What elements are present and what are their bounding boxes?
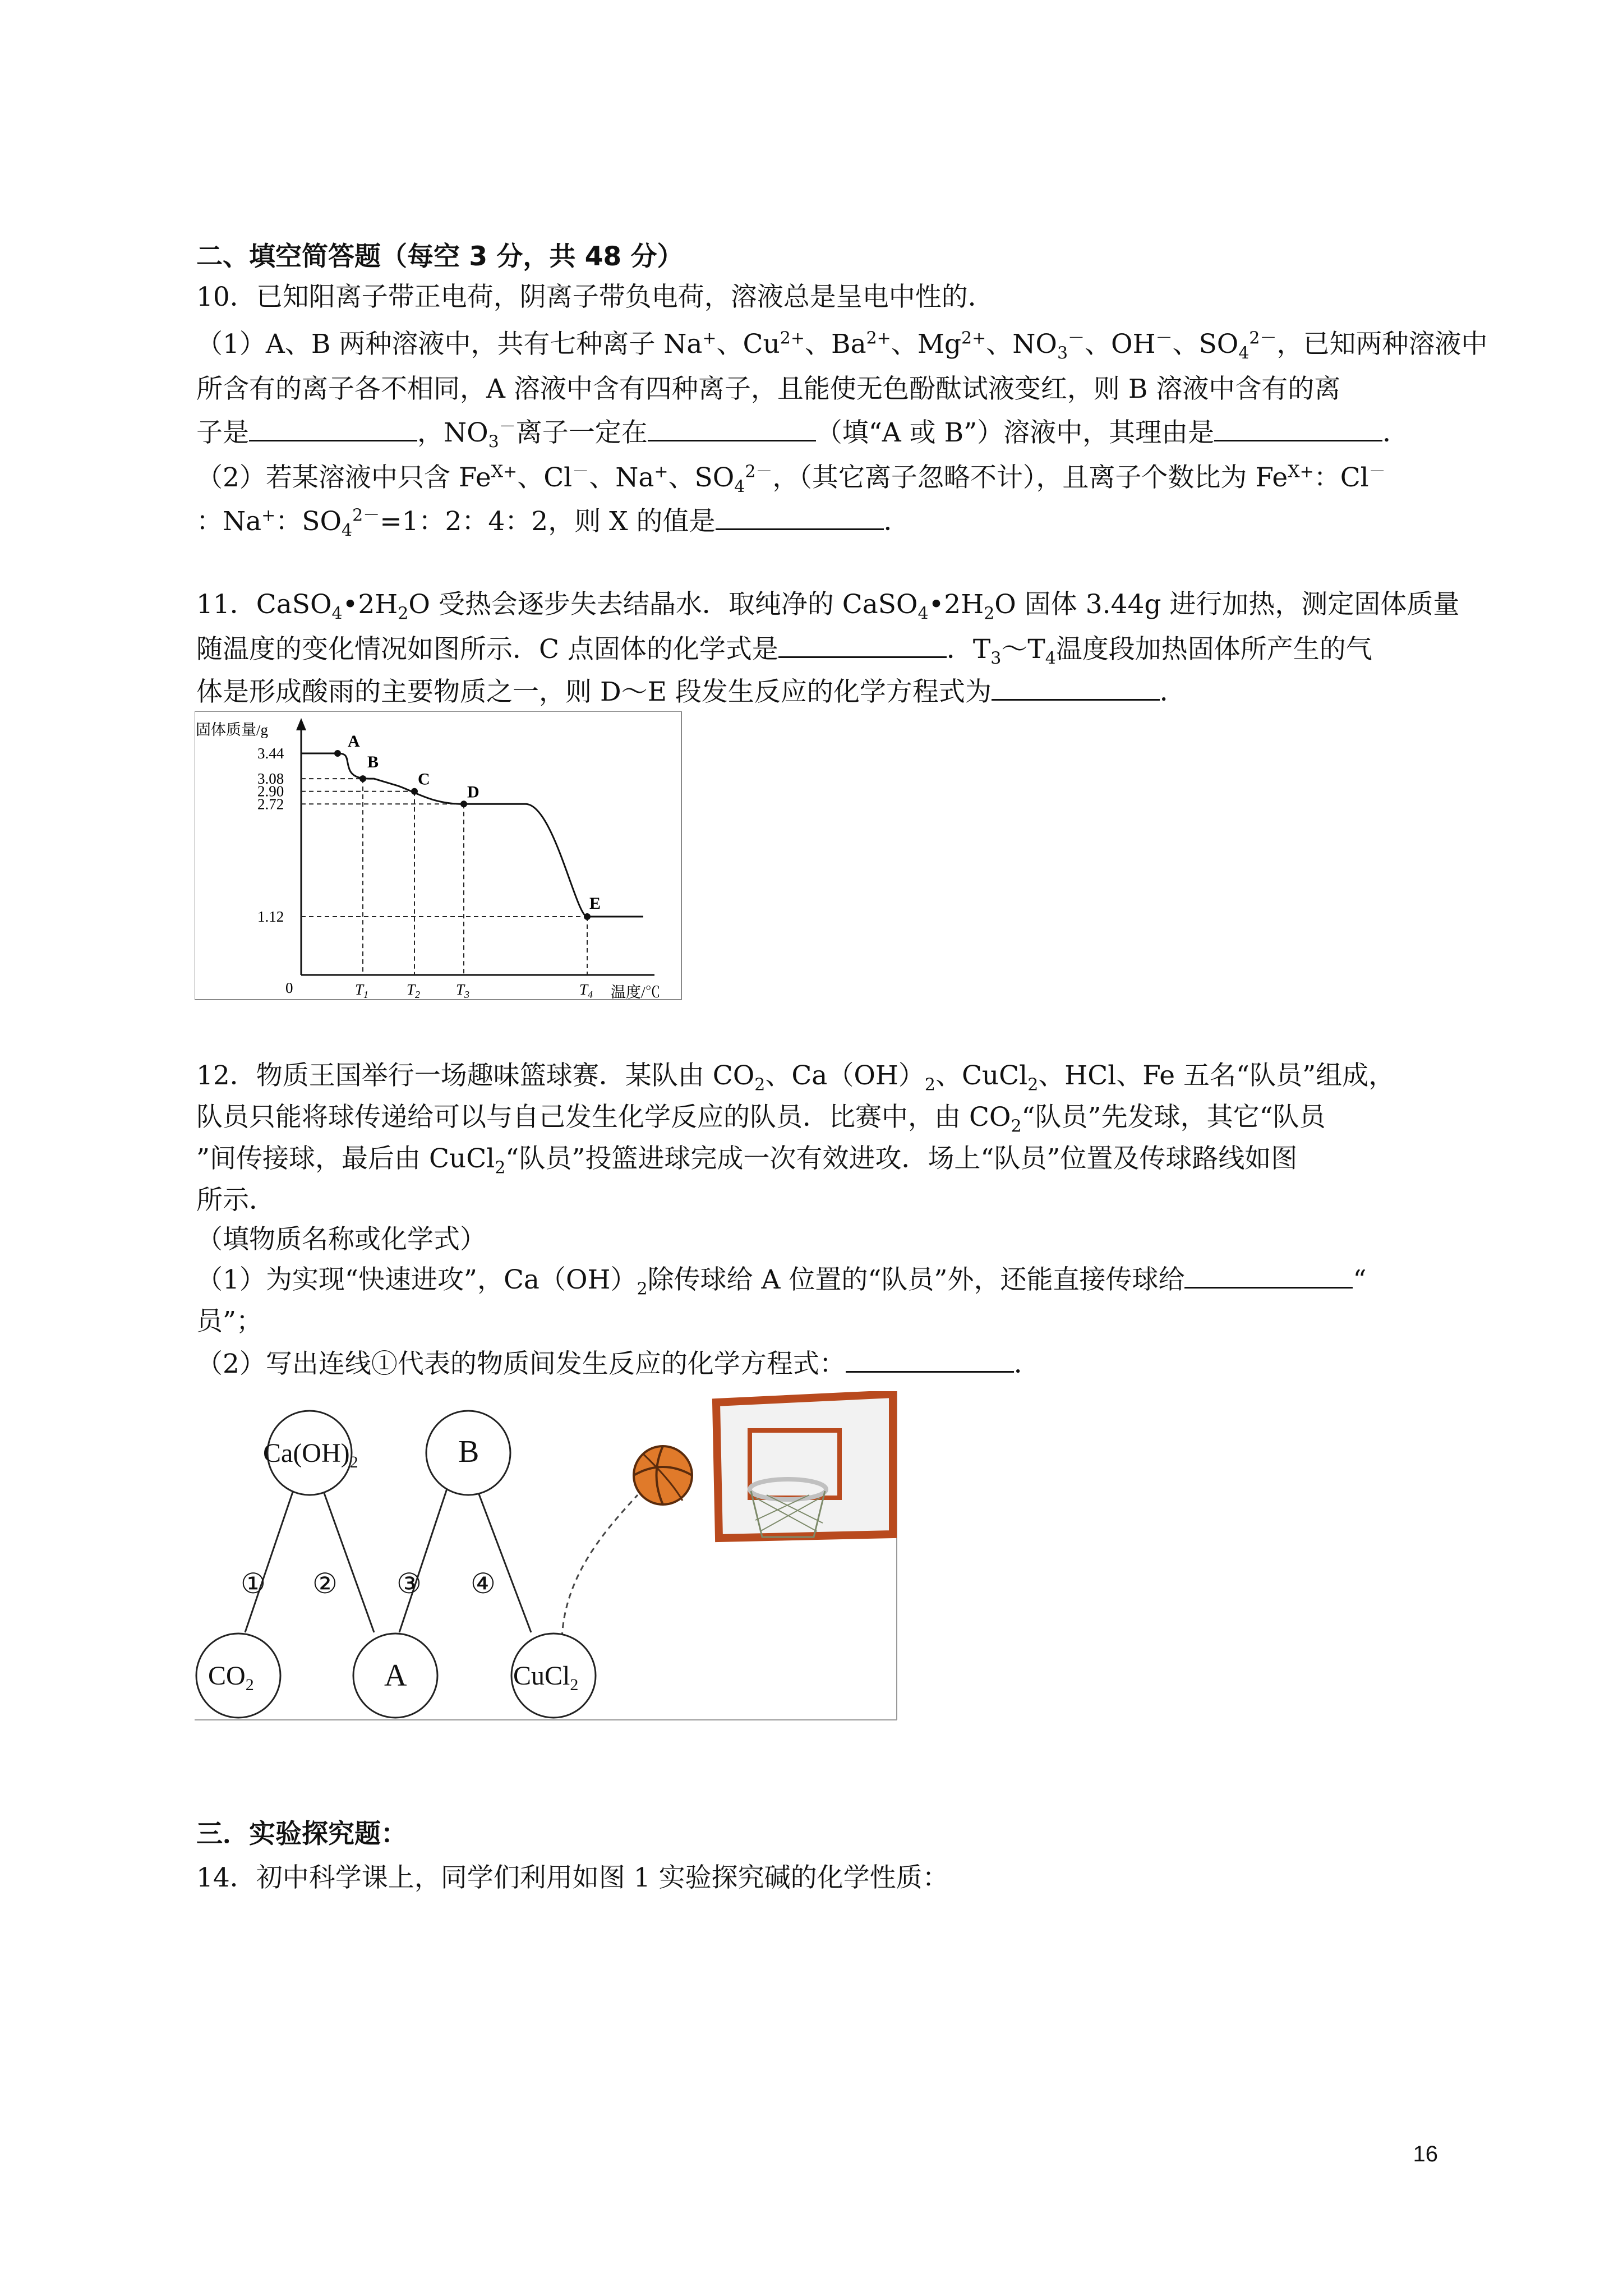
answer-blank[interactable] bbox=[1184, 1263, 1353, 1289]
y-tick-label: 2.72 bbox=[257, 795, 284, 813]
y-tick-label: 3.08 bbox=[257, 770, 284, 788]
cucl2-label: CuCl$_2$ bbox=[513, 1661, 579, 1694]
x-tick-label: $T_1$ bbox=[355, 981, 369, 1000]
section-heading: 三．实验探究题： bbox=[196, 1819, 407, 1849]
data-point-d bbox=[460, 800, 467, 807]
y-tick-label: 2.90 bbox=[257, 783, 284, 800]
b-label: B bbox=[458, 1434, 479, 1469]
q12-line3: ”间传接球，最后由 CuCl$_2$“队员”投篮进球完成一次有效进攻．场上“队员”位置及传球路线如图 bbox=[196, 1143, 1298, 1178]
basketball-icon bbox=[634, 1446, 692, 1504]
point-label-c: C bbox=[418, 770, 430, 789]
x-tick-label: $T_3$ bbox=[456, 981, 470, 1000]
data-point-b bbox=[359, 775, 366, 782]
q12-line6: （1）为实现“快速进攻”，$Ca(OH)_2$除传球给 A 位置的“队员”外，还能直接传球给 “ bbox=[196, 1264, 1367, 1299]
basketball-diagram bbox=[195, 1391, 901, 1722]
co2-label: $CO_2$ bbox=[208, 1661, 254, 1694]
caoh2-label: $Ca(OH)_2$ bbox=[263, 1438, 358, 1471]
point-label-e: E bbox=[589, 894, 601, 913]
q10-part1-line1: （1）A、B 两种溶液中，共有七种离子 Na+、$Cu^{2+}$、$Ba^{2+}$、$Mg^{2+}$、$NO_3^-$、OH－、$SO_4^{2-}$，已知两种溶液中 bbox=[196, 328, 1488, 364]
x-tick-label: $T_2$ bbox=[407, 981, 421, 1000]
q10-stem: 10．已知阳离子带正电荷，阴离子带负电荷，溶液总是呈电中性的． bbox=[196, 282, 994, 312]
data-point-e bbox=[584, 913, 591, 920]
q12-line7: 员”； bbox=[196, 1306, 263, 1337]
page-number: 16 bbox=[1413, 2142, 1438, 2166]
q12-line8: （2）写出连线①代表的物质间发生反应的化学方程式： ． bbox=[196, 1349, 1040, 1379]
answer-blank[interactable] bbox=[778, 633, 947, 658]
link-4-label: ④ bbox=[471, 1568, 496, 1599]
origin-label: 0 bbox=[285, 979, 293, 996]
link-2-label: ② bbox=[312, 1568, 338, 1599]
a-label: A bbox=[384, 1658, 407, 1693]
y-tick-label: 1.12 bbox=[257, 908, 284, 925]
point-label-b: B bbox=[367, 753, 379, 772]
q11-line3: 体是形成酸雨的主要物质之一，则 D～E 段发生反应的化学方程式为 ． bbox=[196, 677, 1186, 707]
link-3-label: ③ bbox=[396, 1568, 422, 1599]
q12-line2: 队员只能将球传递给可以与自己发生化学反应的队员．比赛中，由 $CO_2“$队员”先发球，其它“队员 bbox=[196, 1102, 1326, 1137]
answer-blank[interactable] bbox=[249, 416, 417, 441]
point-label-a: A bbox=[348, 732, 360, 751]
data-point-c bbox=[411, 788, 418, 795]
y-axis-label: 固体质量/g bbox=[196, 721, 269, 738]
y-axis-arrow bbox=[296, 718, 306, 730]
q12-line5: （填物质名称或化学式） bbox=[196, 1224, 486, 1255]
q14-stem: 14．初中科学课上，同学们利用如图 1 实验探究碱的化学性质： bbox=[196, 1862, 949, 1893]
section-heading: 二、填空简答题（每空 3 分，共 48 分） bbox=[196, 241, 684, 272]
answer-blank[interactable] bbox=[846, 1347, 1014, 1373]
series-line bbox=[301, 753, 643, 917]
answer-blank[interactable] bbox=[1214, 416, 1382, 441]
q11-line1: 11．$CaSO_4•2H_2O$ 受热会逐步失去结晶水．取纯净的 $CaSO_4•2H_2O$ 固体 3.44g 进行加热，测定固体质量 bbox=[196, 589, 1460, 624]
q10-part1-line3: 子是 ，$NO_3^-$离子一定在 （填“A 或 B”）溶液中，其理由是 ． bbox=[196, 417, 1409, 452]
q10-part2-line1: （2）若某溶液中只含 $Fe^{X+}$、Cl－、Na+、$SO_4^{2-}$，（其它离子忽略不计），且离子个数比为 $Fe^{X+}$：Cl－ bbox=[196, 462, 1386, 497]
mass-temperature-chart bbox=[195, 711, 688, 1003]
point-label-d: D bbox=[467, 783, 479, 802]
answer-blank[interactable] bbox=[992, 675, 1160, 701]
q12-line1: 12．物质王国举行一场趣味篮球赛．某队由 $CO_2$、$Ca(OH)_2$、CuCl$_2$、HCl、Fe 五名“队员”组成， bbox=[196, 1060, 1395, 1095]
link-1-label: ① bbox=[241, 1568, 266, 1599]
y-tick-label: 3.44 bbox=[257, 745, 284, 762]
answer-blank[interactable] bbox=[716, 505, 884, 530]
basketball-hoop-icon bbox=[716, 1394, 893, 1538]
q12-line4: 所示． bbox=[196, 1185, 275, 1216]
q11-line2: 随温度的变化情况如图所示．C 点固体的化学式是 ．$T_3\sim T_4$温度段加热固体所产生的气 bbox=[196, 634, 1372, 669]
x-axis-label: 温度/℃ bbox=[611, 984, 661, 1001]
q10-part2-line2: ：Na+：$SO_4^{2-}=1$：2：4：2，则 X 的值是 ． bbox=[196, 505, 910, 541]
q10-part1-line2: 所含有的离子各不相同，A 溶液中含有四种离子，且能使无色酚酞试液变红，则 B 溶液中含有的离 bbox=[196, 374, 1341, 404]
data-point-a bbox=[334, 750, 341, 757]
answer-blank[interactable] bbox=[648, 416, 816, 441]
x-tick-label: $T_4$ bbox=[579, 981, 593, 1000]
